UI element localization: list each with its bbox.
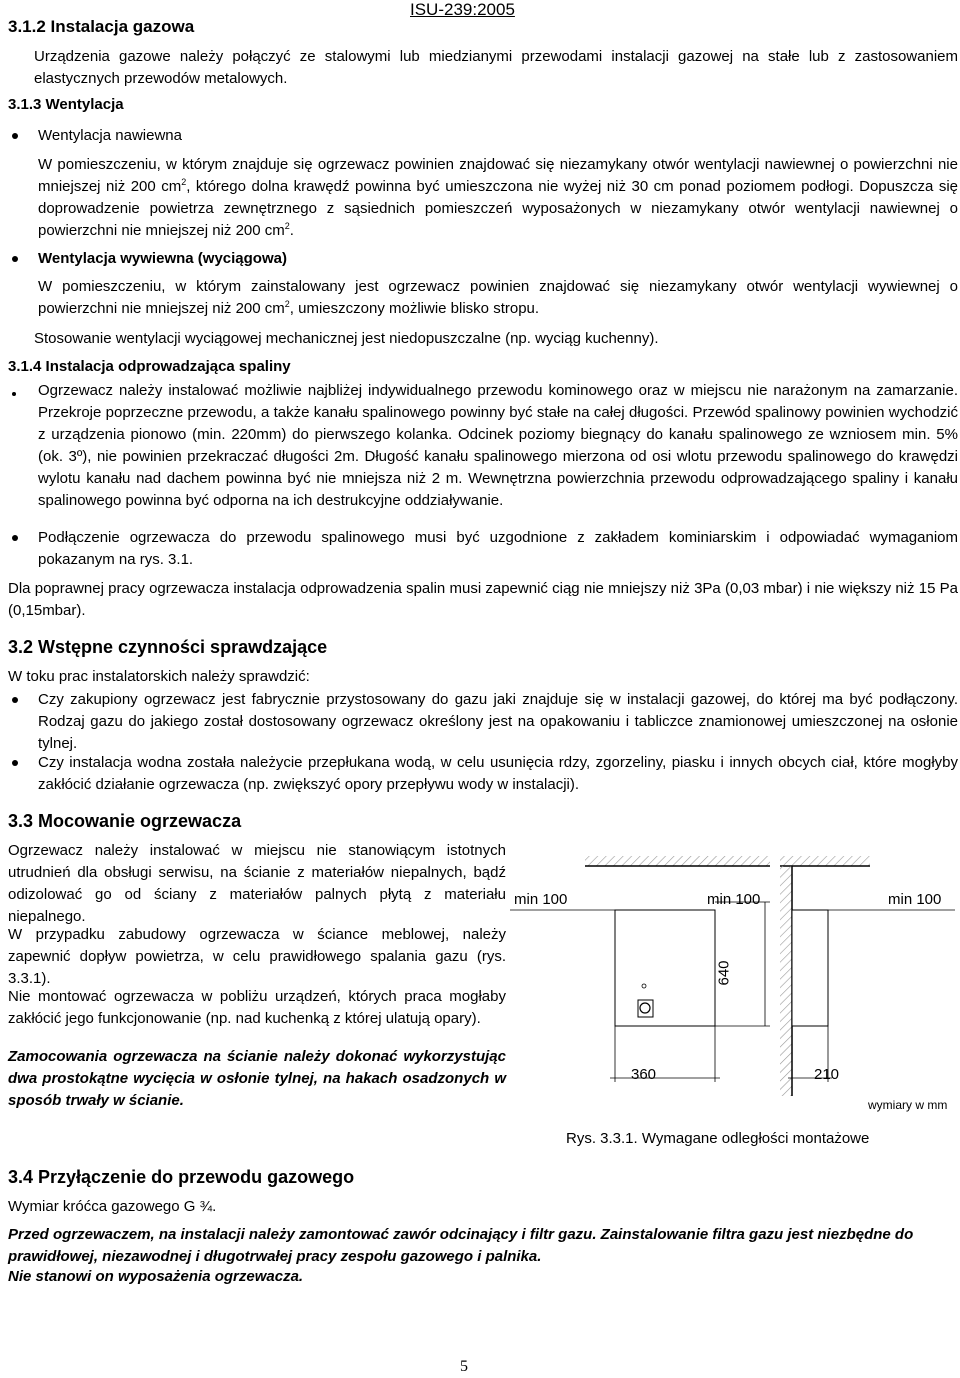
bullet <box>12 697 18 703</box>
paragraph-33-1: Ogrzewacz należy instalować w miejscu nie stanowiącym istotnych utrudnień dla obsługi serwisu, na ścianie z materiałów niepalnych, bądź odizolować go od ściany z materiałów palnych płytą z materiału niepalnego. <box>8 842 506 925</box>
paragraph-33-4: Zamocowania ogrzewacza na ścianie należy dokonać wykorzystując dwa prostokątne wycięcia w osłonie tylnej, na hakach osadzonych w sposób trwały w ścianie. <box>8 1048 506 1109</box>
subsection-title-nawiewna: Wentylacja nawiewna <box>38 127 182 144</box>
paragraph-spaliny-2: Podłączenie ogrzewacza do przewodu spalinowego musi być uzgodnione z zakładem kominiarskim i odpowiadać wymaganiom pokazanym na rys. 3.1. <box>38 529 958 568</box>
paragraph-312: Urządzenia gazowe należy połączyć ze stalowymi lub miedzianymi przewodami instalacji gazowej na stałe lub z zastosowaniem elastycznych przewodów metalowych. <box>34 48 958 87</box>
not-included-note: Nie stanowi on wyposażenia ogrzewacza. <box>8 1268 304 1285</box>
dim-height: 640 <box>715 960 733 986</box>
paragraph-nawiewna <box>38 154 958 242</box>
section-title-312: 3.1.2 Instalacja gazowa <box>8 17 195 36</box>
superscript: 2 <box>181 177 187 187</box>
intro-32: W toku prac instalatorskich należy sprawdzić: <box>8 668 310 685</box>
wall-hatch <box>780 866 792 1096</box>
check-water-install: Czy instalacja wodna została należycie przepłukana wodą, w celu usunięcia rdzy, zgorzeliny, piasku i innych obcych ciał, które mogłyby zakłócić działanie ogrzewacza (np. zwiększyć opory przepływu wody w instalacji). <box>38 754 958 793</box>
paragraph-33-2: W przypadku zabudowy ogrzewacza w ściance meblowej, należy zapewnić dopływ powietrza, w celu prawidłowego spalania gazu (rys. 3.3.1). <box>8 926 506 987</box>
bullet <box>12 133 18 139</box>
dim-min-right: min 100 <box>888 891 942 908</box>
page-number: 5 <box>460 1358 468 1375</box>
section-title-314: 3.1.4 Instalacja odprowadzająca spaliny <box>8 358 291 375</box>
figure-caption: Rys. 3.3.1. Wymagane odległości montażowe <box>566 1130 870 1147</box>
bullet <box>12 392 16 396</box>
units-note: wymiary w mm <box>868 1098 948 1112</box>
paragraph-33-3: Nie montować ogrzewacza w pobliżu urządzeń, których praca mogłaby zakłócić jego funkcjonowanie (np. nad kuchenką z której ulatują opary). <box>8 988 506 1027</box>
gas-connection-size: Wymiar króćca gazowego G ¾. <box>8 1198 217 1215</box>
text: , którego dolna krawędź powinna być umieszczona nie wyżej niż 30 cm ponad poziomem podłogi. Dopuszcza się doprowadzenie powietrza zewnętrznego z sąsiednich pomieszczeń wyposażonych w niezamykany otwór wentylacji nawiewnej o powierzchni nie mniejszej niż 200 cm <box>38 178 959 239</box>
superscript: 2 <box>284 221 290 231</box>
dim-min-mid: min 100 <box>707 891 761 908</box>
heater-front <box>615 910 715 1026</box>
bullet <box>12 256 18 262</box>
superscript: 2 <box>284 299 290 309</box>
paragraph-spaliny-1: Ogrzewacz należy instalować możliwie najbliżej indywidualnego przewodu kominowego oraz w miejscu nie narażonym na zamarzanie. Przekroje poprzeczne przewodu, a także kanału spalinowego powinny być stałe na całej długości. Przewód spalinowy powinien wychodzić z urządzenia pionowo (min. 220mm) do pierwszego kolanka. Odcinek poziomy biegnący do kanału spalinowego ze wzniosem min. 5% (ok. 3º), nie powinien przekraczać długości 2m. Długość kanału spalinowego mierzona od osi wlotu przewodu spalinowego do krawędzi wylotu kanału nad dachem powinna być nie mniejsza niż 2 m. Wewnętrzna powierzchnia przewodu odprowadzającego spaliny i kanału spalinowego powinna być odporna na ich destrukcyjne oddziaływanie. <box>38 382 958 509</box>
text: W pomieszczeniu, w którym znajduje się ogrzewacz powinien znajdować się niezamykany otwór wentylacji nawiewnej o powierzchni nie mniejszej niż 200 cm <box>38 156 958 195</box>
heater-side <box>792 910 828 1026</box>
check-gas-type: Czy zakupiony ogrzewacz jest fabrycznie przystosowany do gazu jaki znajduje się w instalacji gazowej, do której ma być podłączony. Rodzaj gazu do jakiego został dostosowany ogrzewacz określony jest na opakowaniu i tabliczce znamionowej umieszczonej na osłonie tylnej. <box>38 691 958 752</box>
bullet <box>12 760 18 766</box>
paragraph-wywiewna <box>38 276 958 320</box>
dim-depth: 210 <box>814 1066 840 1083</box>
section-title-33: 3.3 Mocowanie ogrzewacza <box>8 811 242 831</box>
dim-width: 360 <box>631 1066 657 1083</box>
text: . <box>289 222 294 239</box>
section-title-34: 3.4 Przyłączenie do przewodu gazowego <box>8 1167 355 1187</box>
paragraph-ciag: Dla poprawnej pracy ogrzewacza instalacja odprowadzenia spalin musi zapewnić ciąg nie mniejszy niż 3Pa (0,03 mbar) i nie większy niż 15 Pa (0,15mbar). <box>8 580 958 619</box>
section-title-313: 3.1.3 Wentylacja <box>8 96 124 113</box>
gas-filter-note: Przed ogrzewaczem, na instalacji należy zamontować zawór odcinający i filtr gazu. Zainstalowanie filtra gazu jest niezbędne do prawidłowej, niezawodnej i długotrwałej pracy zespołu gazowego i palnika. <box>8 1226 914 1265</box>
text: W pomieszczeniu, w którym zainstalowany jest ogrzewacz powinien znajdować się niezamykany otwór wentylacji wywiewnej o powierzchni nie mniejszej niż 200 cm <box>38 278 958 317</box>
bullet <box>12 535 18 541</box>
ceiling-hatch <box>585 856 770 866</box>
document-id: ISU-239:2005 <box>410 0 515 19</box>
section-title-32: 3.2 Wstępne czynności sprawdzające <box>8 637 328 657</box>
text: , umieszczony możliwie blisko stropu. <box>289 300 540 317</box>
dim-min-left: min 100 <box>514 891 568 908</box>
subsection-title-wywiewna: Wentylacja wywiewna (wyciągowa) <box>38 250 287 267</box>
note-wentylacja: Stosowanie wentylacji wyciągowej mechanicznej jest niedopuszczalne (np. wyciąg kuchenny). <box>34 330 659 347</box>
